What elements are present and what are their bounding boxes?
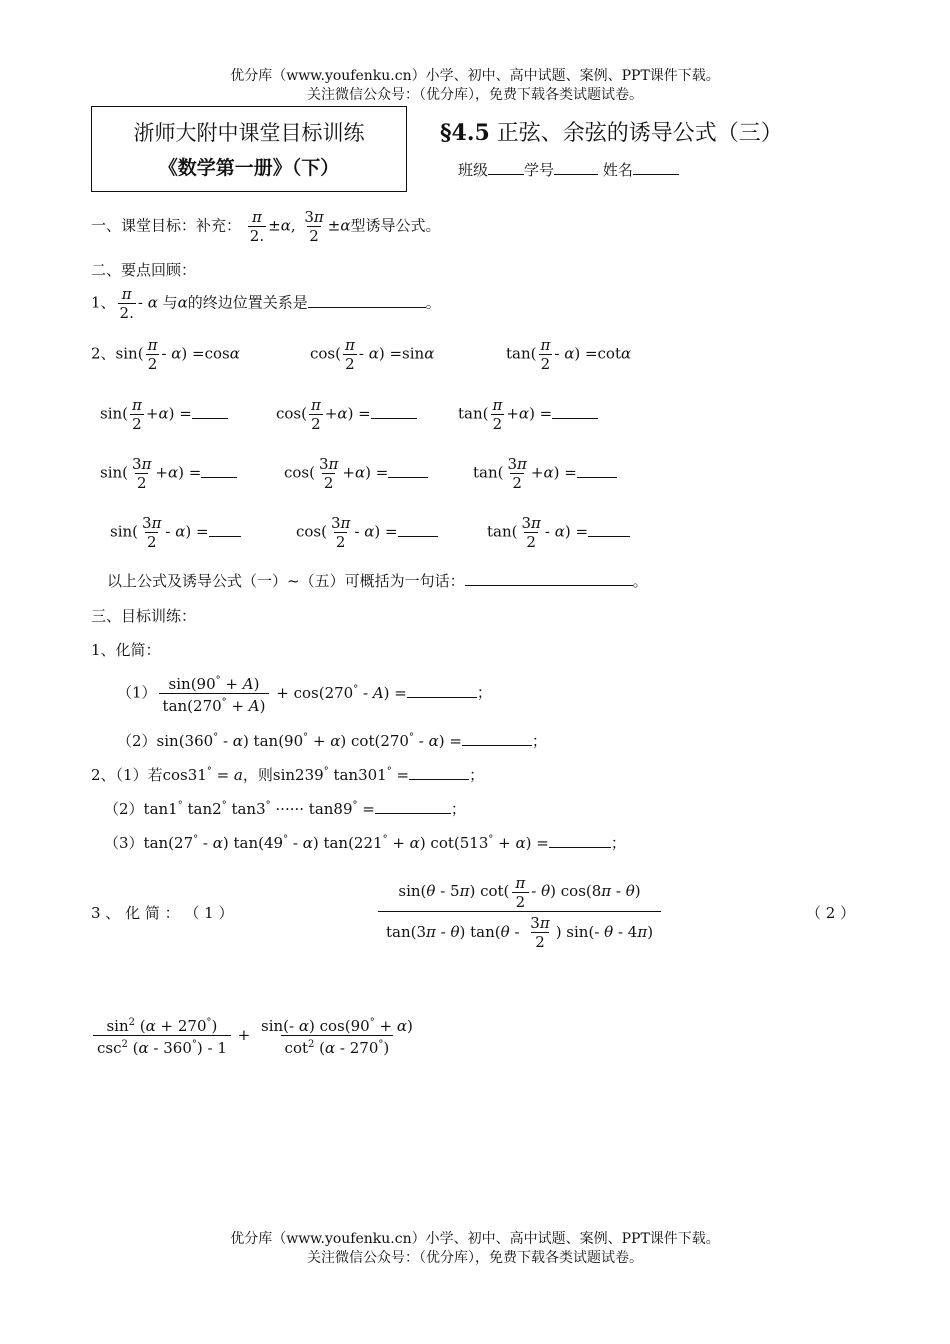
identity-cos: cos( $\frac{\pi}{2}$ - α) =sinα <box>310 336 435 373</box>
fill-tan-3pi2-minus: tan( $\frac{3\pi}{2}$ - α) = <box>487 514 630 551</box>
identity-sin: 2、sin( $\frac{\pi}{2}$ - α) =cosα <box>91 336 240 373</box>
fill-tan-pi2-plus: tan( $\frac{\pi}{2}$ +α) = <box>458 396 598 433</box>
book-title: 《数学第一册》（下） <box>158 157 340 179</box>
fill-sin-3pi2-plus: sin( $\frac{3\pi}{2}$ +α) = <box>100 455 237 492</box>
lesson-title <box>440 116 783 147</box>
q1-blank <box>308 293 426 308</box>
footer-line-2: 关注微信公众号：（优分库），免费下载各类试题试卷。 <box>307 1250 643 1266</box>
school-title: 浙师大附中课堂目标训练 <box>133 121 365 145</box>
q3-part2-label: （ 2 ） <box>806 904 856 922</box>
q3-expression-2: $\frac{\sin^2 (\alpha + 270^\circ)}{\csc^2 (\alpha - 360^\circ) - 1}$ + $\frac{\sin(- \alpha) \cos(90^\circ + \alpha)}{\cot^2 (\alpha - 270^\circ)}$ <box>91 1014 419 1057</box>
goal-label: 一、课堂目标：补充： <box>91 216 242 235</box>
review-label: 二、要点回顾： <box>91 261 197 279</box>
fill-cos-pi2-plus: cos( $\frac{\pi}{2}$ +α) = <box>276 396 417 433</box>
number-label: 学号 <box>524 161 555 179</box>
header-line-1: 优分库（www.youfenku.cn）小学、初中、高中试题、案例、PPT课件下载。 <box>230 68 720 84</box>
identity-tan: tan( $\frac{\pi}{2}$ - α) =cotα <box>506 336 632 373</box>
q2-part3: （3）tan(27° - α) tan(49° - α) tan(221° + α) cot(513° + α) = ； <box>104 834 626 852</box>
q1-part1: （1） $\frac{\sin(90^\circ + A)}{\tan(270^\circ + A)}$ + cos(270° - A) = ； <box>117 675 492 715</box>
fill-cos-3pi2-minus: cos( $\frac{3\pi}{2}$ - α) = <box>296 514 438 551</box>
summary-blank <box>465 571 633 586</box>
number-blank <box>554 160 598 175</box>
goal-suffix: 型诱导公式。 <box>350 216 441 235</box>
fill-sin-pi2-plus: sin( $\frac{\pi}{2}$ +α) = <box>100 396 228 433</box>
class-label: 班级 <box>458 161 489 179</box>
summary-line: 以上公式及诱导公式（一）~（五）可概括为一句话： 。 <box>107 572 648 590</box>
goal-line: 一、课堂目标：补充： $\frac{\pi}{2.}$ ±α, $\frac{3\pi}{2}$ ±α型诱导公式。 <box>91 208 441 245</box>
q3-expression-1: sin(θ - 5π) cot( $\frac{\pi}{2}$ - θ) cos(8π - θ) tan(3π - θ) tan(θ - $\frac{3\pi}{2}$ ) sin(- θ - 4π) <box>376 872 663 952</box>
footer-line-1: 优分库（www.youfenku.cn）小学、初中、高中试题、案例、PPT课件下载。 <box>230 1231 720 1247</box>
course-title-box <box>91 106 407 192</box>
q1-label: 1、化简： <box>91 641 161 659</box>
lesson-title-text: 正弦、余弦的诱导公式（三） <box>489 121 783 146</box>
review-q1: 1、 $\frac{\pi}{2.}$ - α 与α的终边位置关系是 。 <box>91 285 441 322</box>
q2-part2: （2）tan1° tan2° tan3° ······ tan89° = ； <box>104 800 466 818</box>
fill-cos-3pi2-plus: cos( $\frac{3\pi}{2}$ +α) = <box>284 455 428 492</box>
section-number: §4.5 <box>440 120 490 146</box>
class-blank <box>488 160 524 175</box>
q3-label: 3 、 化 简 ： （ 1 ） <box>91 904 234 922</box>
name-label: 姓名 <box>602 161 633 179</box>
fill-tan-3pi2-plus: tan( $\frac{3\pi}{2}$ +α) = <box>473 455 617 492</box>
fill-sin-3pi2-minus: sin( $\frac{3\pi}{2}$ - α) = <box>110 514 241 551</box>
name-blank <box>633 160 679 175</box>
training-label: 三、目标训练： <box>91 607 197 625</box>
q2-part1: 2、（1）若cos31° = a，则sin239° tan301° = ； <box>91 766 485 784</box>
student-info <box>458 159 679 180</box>
q1-part2: （2）sin(360° - α) tan(90° + α) cot(270° - α) = ； <box>117 732 547 750</box>
header-line-2: 关注微信公众号：（优分库），免费下载各类试题试卷。 <box>307 87 643 103</box>
